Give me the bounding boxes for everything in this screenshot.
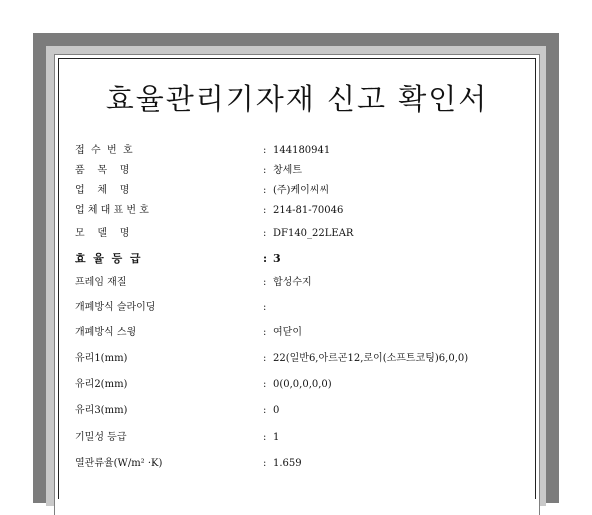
row-value: (주)케이씨씨: [273, 185, 330, 196]
row-label: 접 수 번 호: [75, 145, 133, 156]
row-colon: :: [263, 205, 267, 216]
row-opening-sliding: [75, 300, 525, 316]
row-label: 열관류율(W/m² ·K): [75, 458, 163, 469]
row-heat-transmittance: [75, 456, 525, 472]
row-colon: :: [263, 327, 267, 338]
row-model-name: [75, 226, 525, 242]
row-colon: :: [263, 277, 267, 288]
row-label: 개폐방식 스윙: [75, 327, 137, 338]
row-colon: :: [263, 185, 267, 196]
row-glass-1: [75, 351, 525, 367]
row-glass-2: [75, 377, 525, 393]
row-label: 기밀성 등급: [75, 432, 127, 443]
row-label: 유리2(mm): [75, 379, 128, 390]
row-value: 22(일반6,아르곤12,로이(소프트코팅)6,0,0): [273, 353, 469, 364]
row-label: 품 목 명: [75, 165, 130, 176]
row-colon: :: [263, 458, 267, 469]
row-efficiency-grade: [75, 251, 525, 267]
row-colon: :: [263, 302, 267, 313]
row-colon: :: [263, 432, 267, 443]
certificate-sheet: [58, 58, 536, 499]
row-label: 유리3(mm): [75, 405, 128, 416]
row-value: 1: [273, 432, 280, 443]
row-colon: :: [263, 353, 267, 364]
row-value: 0(0,0,0,0,0): [273, 379, 332, 390]
row-company-name: [75, 183, 525, 199]
row-label: 모 델 명: [75, 228, 130, 239]
row-company-number: [75, 203, 525, 219]
row-value: 창세트: [273, 165, 302, 176]
row-frame-material: [75, 275, 525, 291]
row-colon: :: [263, 165, 267, 176]
row-label: 효 율 등 급: [75, 252, 141, 265]
row-label: 프레임 재질: [75, 277, 127, 288]
row-colon: :: [263, 145, 267, 156]
row-label: 업 체 대 표 번 호: [75, 205, 149, 216]
row-value: 1.659: [273, 458, 302, 469]
row-glass-3: [75, 403, 525, 419]
row-colon: :: [263, 252, 268, 265]
row-colon: :: [263, 228, 267, 239]
row-label: 업 체 명: [75, 185, 130, 196]
row-label: 유리1(mm): [75, 353, 128, 364]
row-colon: :: [263, 405, 267, 416]
row-receipt-number: [75, 143, 525, 159]
row-product-name: [75, 163, 525, 179]
row-value: 0: [273, 405, 280, 416]
document-title: 효율관리기자재 신고 확인서: [105, 82, 489, 116]
row-value: 여닫이: [273, 327, 302, 338]
row-colon: :: [263, 379, 267, 390]
row-value: 합성수지: [273, 277, 312, 288]
row-value: DF140_22LEAR: [273, 228, 354, 239]
row-label: 개폐방식 슬라이딩: [75, 302, 156, 313]
row-opening-swing: [75, 325, 525, 341]
row-value: 144180941: [273, 145, 331, 156]
row-value: 3: [273, 252, 281, 265]
row-value: 214-81-70046: [273, 205, 344, 216]
row-airtightness-grade: [75, 430, 525, 446]
